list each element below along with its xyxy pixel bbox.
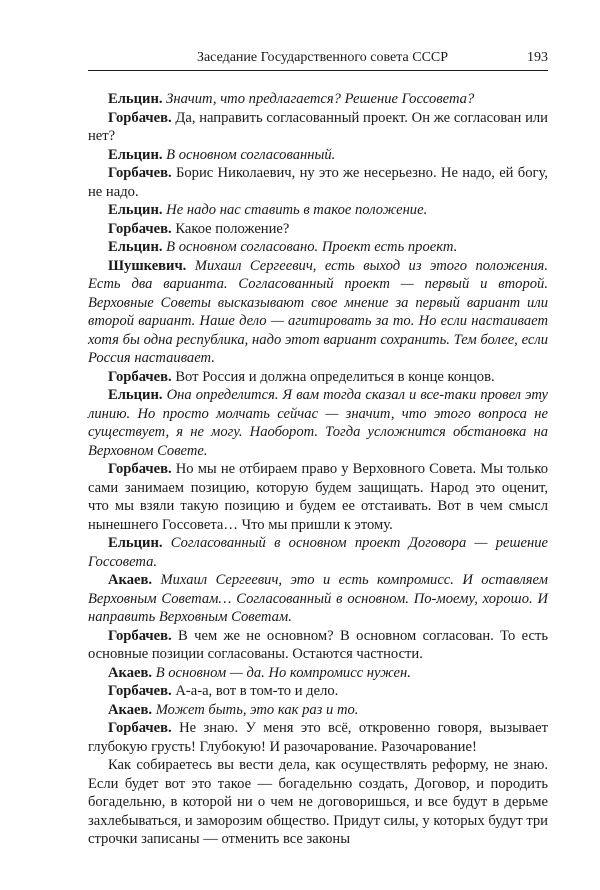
page-number: 193: [527, 50, 548, 65]
speaker-name: Горбачев.: [108, 627, 172, 644]
speech-text: Михаил Сергеевич, есть выход из этого положения. Есть два варианта. Согласованный проект — первый и второй. Верховные Советы высказывают свое мнение за первый вариант или второй вариант. Наше дело — агитировать за то. Но если настаивает хотя бы одна республика, надо этот вариант сохранить. Тем более, если Россия настаивает.: [88, 257, 548, 366]
speech-text: Но мы не отбираем право у Верховного Совета. Мы только сами занимаем позицию, которую будем защищать. Народ это оценит, что мы взяли такую позицию и будем ее отстаивать. Вот в чем смысл нынешнего Госсовета… Что мы пришли к этому.: [88, 461, 548, 533]
speaker-name: Горбачев.: [108, 165, 172, 181]
speaker-name: Акаев.: [108, 701, 153, 718]
speaker-name: Горбачев.: [108, 683, 172, 699]
transcript-paragraph: [88, 627, 548, 664]
transcript-paragraph: [88, 238, 548, 257]
speech-text: В основном согласовано. Проект есть проект.: [166, 239, 458, 255]
speaker-name: Горбачев.: [108, 720, 172, 736]
speaker-name: Ельцин.: [108, 239, 163, 255]
transcript-paragraph: [88, 90, 548, 109]
speech-text: Не знаю. У меня это всё, откровенно говоря, вызывает глубокую грусть! Глубокую! И разочарование. Разочарование!: [88, 720, 548, 755]
speech-text: Согласованный в основном проект Договора — решение Госсовета.: [88, 535, 548, 570]
transcript-paragraph: [88, 534, 548, 571]
speech-text: Да, направить согласованный проект. Он же согласован или нет?: [88, 109, 548, 144]
transcript-paragraph: [88, 664, 548, 683]
speech-text: Вот Россия и должна определиться в конце концов.: [175, 368, 495, 385]
speech-text: Может быть, это как раз и то.: [155, 701, 359, 718]
speech-text: Борис Николаевич, ну это же несерьезно. Не надо, ей богу, не надо.: [88, 165, 548, 200]
transcript-paragraph: [88, 701, 548, 720]
speaker-name: Ельцин.: [108, 202, 163, 218]
speech-text: В основном — да. Но компромисс нужен.: [155, 664, 411, 681]
speech-text: Какое положение?: [175, 220, 290, 237]
transcript-paragraph: [88, 571, 548, 627]
transcript-paragraph: [88, 756, 548, 849]
transcript-paragraph: [88, 220, 548, 239]
transcript-paragraph: [88, 201, 548, 220]
speaker-name: Шушкевич.: [108, 257, 187, 274]
transcript-paragraph: [88, 368, 548, 387]
transcript-paragraph: [88, 460, 548, 534]
transcript-paragraph: [88, 146, 548, 165]
speech-text: В основном согласованный.: [166, 146, 336, 163]
transcript-paragraph: [88, 164, 548, 201]
speech-text: А-а-а, вот в том-то и дело.: [175, 683, 339, 699]
transcript-paragraph: [88, 386, 548, 460]
speech-text: Она определится. Я вам тогда сказал и все-таки провел эту линию. Но просто молчать сейчас — значит, что этого вопроса не существует, я не могу. Наоборот. Тогда усложнится обстановка на Верховном Совете.: [88, 387, 548, 459]
speaker-name: Акаев.: [108, 664, 153, 681]
transcript-paragraph: [88, 109, 548, 146]
speech-text: В чем же не основном? В основном согласован. То есть основные позиции согласованы. Остаются частности.: [88, 627, 548, 662]
speaker-name: Горбачев.: [108, 109, 172, 126]
transcript-paragraph: [88, 682, 548, 701]
speaker-name: Ельцин.: [108, 387, 163, 403]
transcript-paragraph: [88, 719, 548, 756]
transcript-paragraph: [88, 257, 548, 368]
speech-text: Михаил Сергеевич, это и есть компромисс. И оставляем Верховным Советам… Согласованный в основном. По-моему, хорошо. И направить Верховным Советам.: [88, 572, 548, 625]
running-header-title: Заседание Государственного совета СССР: [196, 50, 449, 65]
speaker-name: Акаев.: [108, 572, 153, 588]
speaker-name: Ельцин.: [108, 91, 163, 107]
transcript-body: [88, 90, 548, 849]
speech-text: Как собираетесь вы вести дела, как осуществлять реформу, не знаю. Если будет вот это такое — богадельню создать, Договор, и породить богадельню, в которой ни о чем не договоришься, и все будут в дерьме захлебываться, и заморозим общество. Придут силы, у которых будут три строчки записаны — отменить все законы: [88, 757, 548, 847]
speech-text: Значит, что предлагается? Решение Госсовета?: [166, 91, 475, 107]
running-header: [88, 49, 548, 71]
speech-text: Не надо нас ставить в такое положение.: [166, 202, 428, 218]
speaker-name: Горбачев.: [108, 220, 172, 237]
speaker-name: Горбачев.: [108, 461, 172, 477]
speaker-name: Ельцин.: [108, 535, 163, 551]
speaker-name: Ельцин.: [108, 146, 163, 163]
speaker-name: Горбачев.: [108, 368, 172, 385]
